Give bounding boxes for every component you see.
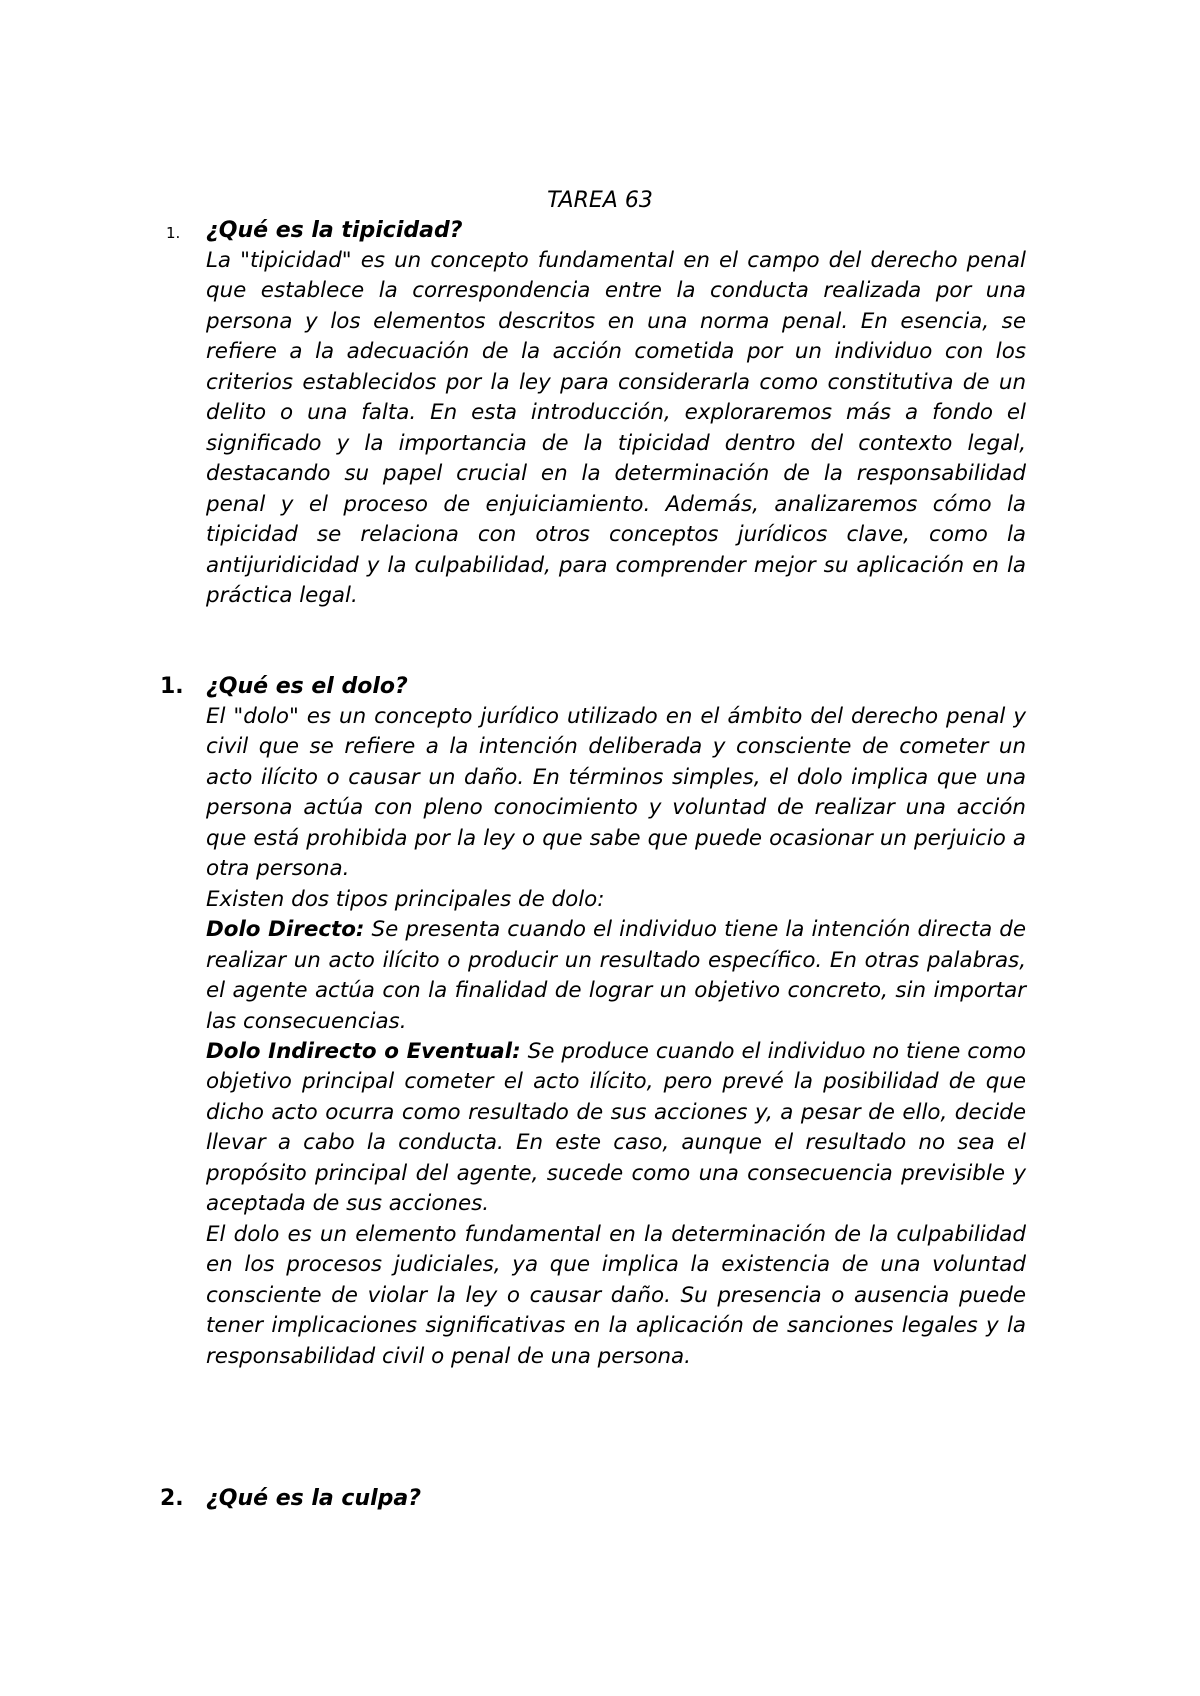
section-number: 2.	[160, 1486, 184, 1511]
section-question: ¿Qué es la tipicidad?	[206, 218, 463, 243]
section-culpa	[160, 1484, 1026, 1514]
dolo-type-term: Dolo Directo:	[206, 917, 365, 943]
dolo-type-eventual	[206, 1037, 1026, 1220]
section-closing: El dolo es un elemento fundamental en la determinación de la culpabilidad en los procesos judiciales, ya que implica la existencia de una voluntad consciente de violar la ley o causar daño. Su presencia o ausencia puede tener implicaciones significativas en la aplicación de sanciones legales y la responsabilidad civil o penal de una persona.	[206, 1221, 1026, 1369]
document-title: TAREA 63	[547, 188, 653, 213]
section-question: ¿Qué es el dolo?	[206, 674, 408, 699]
dolo-type-direct	[206, 915, 1026, 1037]
dolo-type-text: Se presenta cuando el individuo tiene la intención directa de realizar un acto ilícito o producir un resultado específico. En otras palabras, el agente actúa con la finalidad de lograr un objetivo concreto, sin importar las consecuencias.	[206, 917, 1026, 1034]
section-question: ¿Qué es la culpa?	[206, 1486, 422, 1511]
section-paragraph: Existen dos tipos principales de dolo:	[206, 886, 605, 912]
section-paragraph: El "dolo" es un concepto jurídico utilizado en el ámbito del derecho penal y civil que se refiere a la intención deliberada y consciente de cometer un acto ilícito o causar un daño. En términos simples, el dolo implica que una persona actúa con pleno conocimiento y voluntad de realizar una acción que está prohibida por la ley o que sabe que puede ocasionar un perjuicio a otra persona.	[206, 704, 1026, 882]
section-number: 1.	[160, 674, 184, 699]
section-number: 1.	[166, 224, 181, 242]
section-tipicidad	[166, 216, 1026, 611]
dolo-type-term: Dolo Indirecto o Eventual:	[206, 1038, 521, 1064]
section-dolo	[160, 672, 1026, 1372]
section-paragraph: La "tipicidad" es un concepto fundamental en el campo del derecho penal que establece la correspondencia entre la conducta realizada por una persona y los elementos descritos en una norma penal. En esencia, se refiere a la adecuación de la acción cometida por un individuo con los criterios establecidos por la ley para considerarla como constitutiva de un delito o una falta. En esta introducción, exploraremos más a fondo el significado y la importancia de la tipicidad dentro del contexto legal, destacando su papel crucial en la determinación de la responsabilidad penal y el proceso de enjuiciamiento. Además, analizaremos cómo la tipicidad se relaciona con otros conceptos jurídicos clave, como la antijuridicidad y la culpabilidad, para comprender mejor su aplicación en la práctica legal.	[206, 248, 1026, 608]
dolo-type-text: Se produce cuando el individuo no tiene como objetivo principal cometer el acto ilícito, pero prevé la posibilidad de que dicho acto ocurra como resultado de sus acciones y, a pesar de ello, decide llevar a cabo la conducta. En este caso, aunque el resultado no sea el propósito principal del agente, sucede como una consecuencia previsible y aceptada de sus acciones.	[206, 1038, 1026, 1217]
